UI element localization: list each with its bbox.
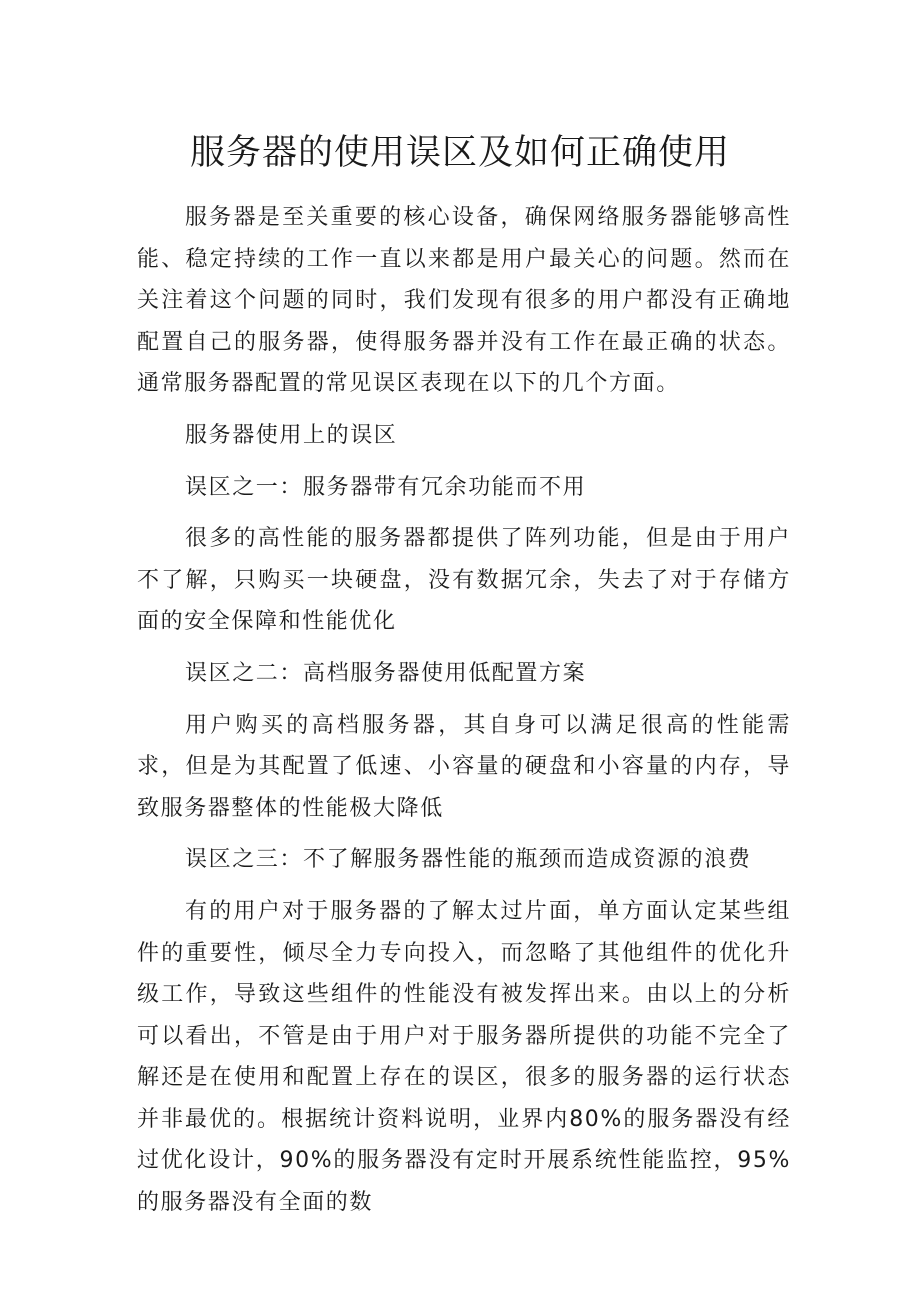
section-heading-misconceptions: 服务器使用上的误区 bbox=[185, 422, 398, 448]
document-title: 服务器的使用误区及如何正确使用 bbox=[189, 133, 730, 173]
paragraph-intro: 服务器是至关重要的核心设备，确保网络服务器能够高性能、稳定持续的工作一直以来都是用户最关心的问题。然而在关注着这个问题的同时，我们发现有很多的用户都没有正确地配置自己的服务器，使得服务器并没有工作在最正确的状态。通常服务器配置的常见误区表现在以下的几个方面。 bbox=[137, 205, 791, 397]
misconception-2-heading: 误区之二：高档服务器使用低配置方案 bbox=[185, 660, 587, 686]
misconception-1-body: 很多的高性能的服务器都提供了阵列功能，但是由于用户不了解，只购买一块硬盘，没有数据冗余，失去了对于存储方面的安全保障和性能优化 bbox=[137, 526, 791, 635]
document-body bbox=[137, 197, 791, 1234]
misconception-1-heading: 误区之一：服务器带有冗余功能而不用 bbox=[185, 474, 587, 500]
misconception-3-body: 有的用户对于服务器的了解太过片面，单方面认定某些组件的重要性，倾尽全力专向投入，而忽略了其他组件的优化升级工作，导致这些组件的性能没有被发挥出来。由以上的分析可以看出，不管是由于用户对于服务器所提供的功能不完全了解还是在使用和配置上存在的误区，很多的服务器的运行状态并非最优的。根据统计资料说明，业界内80%的服务器没有经过优化设计，90%的服务器没有定时开展系统性能监控，95%的服务器没有全面的数 bbox=[137, 898, 791, 1216]
misconception-2-body: 用户购买的高档服务器，其自身可以满足很高的性能需求，但是为其配置了低速、小容量的硬盘和小容量的内存，导致服务器整体的性能极大降低 bbox=[137, 712, 791, 821]
misconception-3-heading: 误区之三：不了解服务器性能的瓶颈而造成资源的浪费 bbox=[185, 847, 752, 873]
